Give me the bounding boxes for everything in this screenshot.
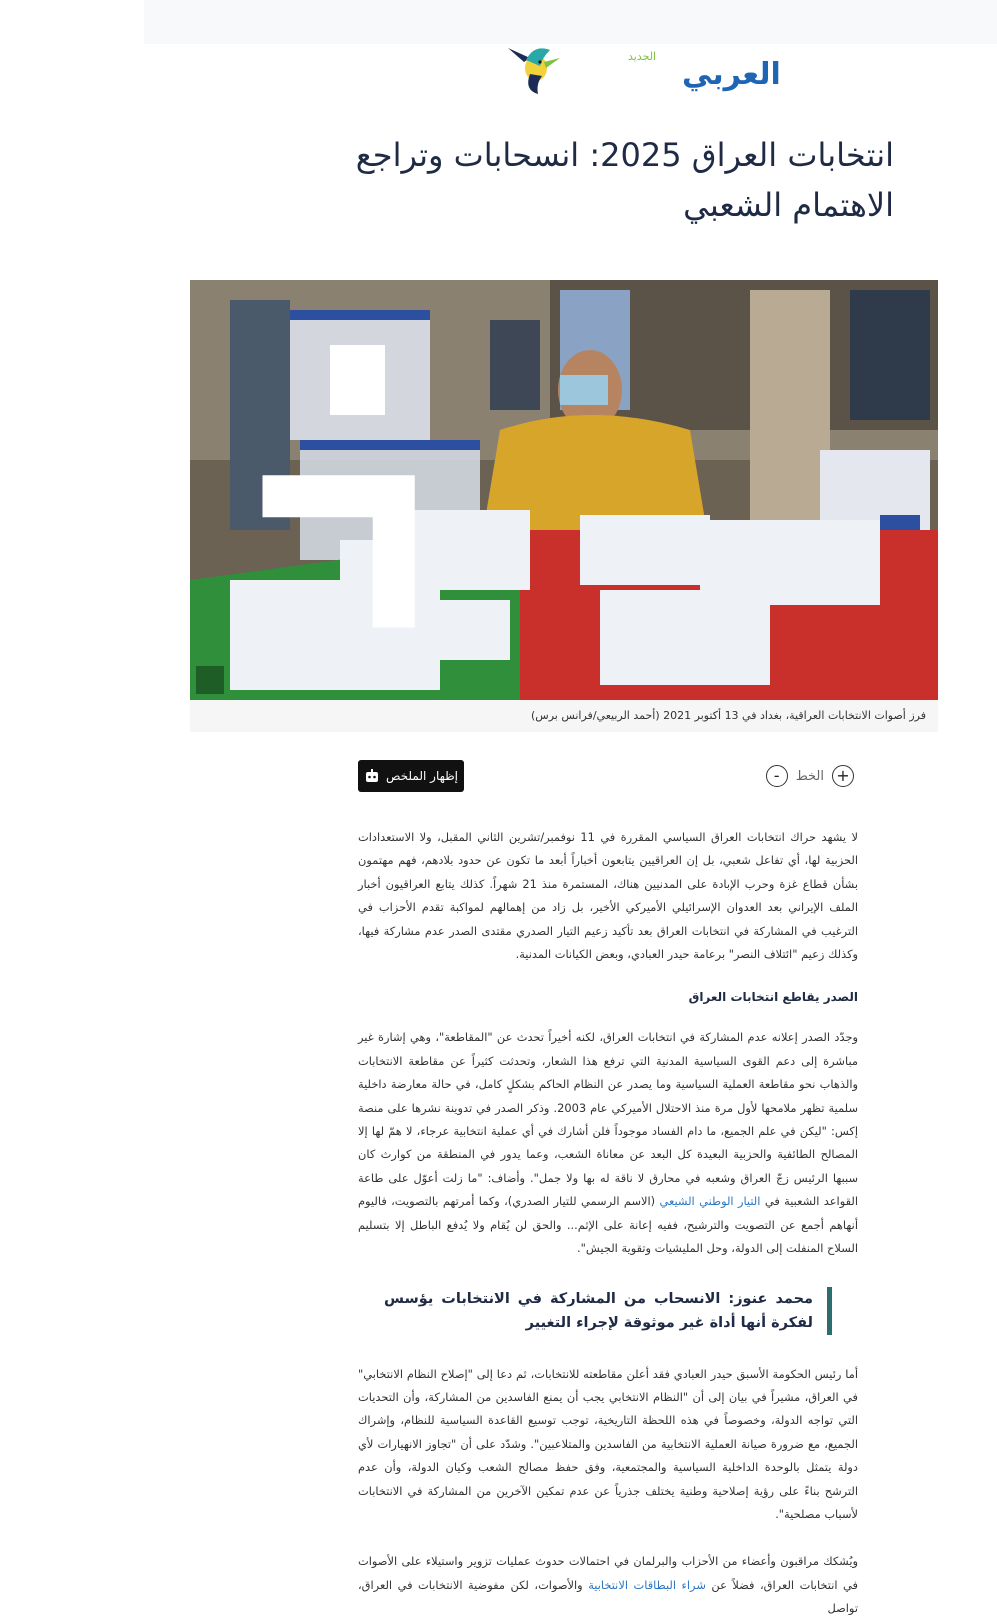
paragraph-4 xyxy=(358,1550,858,1620)
section-subhead: الصدر يقاطع انتخابات العراق xyxy=(688,990,858,1005)
expand-image-button[interactable] xyxy=(196,666,224,694)
site-logo[interactable] xyxy=(504,40,781,96)
paragraph-3: أما رئيس الحكومة الأسبق حيدر العبادي فقد أعلن مقاطعته للانتخابات، ثم دعا إلى "إصلاح النظام الانتخابي" في العراق، مشيراً في بيان إلى أن "النظام الانتخابي يجب أن يمنع الفاسدين من المشاركة، وأن التحديات التي تواجه الدولة، وخصوصاً في هذه اللحظة التاريخية، توجب توسيع القاعدة السياسية للنظام، وإشراك الجميع، مع ضرورة صيانة العملية الانتخابية من الفاسدين والمتلاعبين". وشدّد على أن "تجاوز الانهيارات لأي دولة يتمثل بالوحدة الداخلية السياسية والمجتمعية، وفق حفظ مصالح الشعب وكيان الدولة، وأن عدم الترشح بناءً على رؤية إصلاحية وطنية يختلف جذرياً عن عدم تمكين الآخرين من المشاركة في الانتخابات لأسباب مصلحية". xyxy=(358,1366,858,1521)
article-tools xyxy=(358,760,858,794)
paragraph-2-text-a: وجدّد الصدر إعلانه عدم المشاركة في انتخابات العراق، لكنه أخيراً تحدث عن "المقاطعة"، وهي إشارة غير مباشرة إلى دعم القوى السياسية المدنية التي ترفع هذا الشعار، وتحدثت كثيراً عن مقاطعة الانتخابات والذهاب نحو مقاطعة العملية السياسية وما يصدر عن النظام الحاكم بشكلٍ كامل، في حالة معارضة داخلية سلمية تظهر ملامحها لأول مرة منذ الاحتلال الأميركي عام 2003. وذكر الصدر في تدوينة نشرها على منصة إكس: "ليكن في علم الجميع، ما دام الفساد موجوداً فلن أشارك في أي عملية انتخابية عرجاء، لا همّ لها إلا المصالح الطائفية والحزبية البعيدة كل البعد عن معاناة الشعب، وعما يدور في المنطقة من كوارث كان سببها الرئيس زجّ العراق وشعبه في محارق لا ناقة له بها ولا جمل". وأضاف: "ما زلت أعوّل على طاعة القواعد الشعبية في xyxy=(358,1030,858,1209)
article-photo xyxy=(190,280,938,700)
hummingbird-icon xyxy=(504,40,781,96)
font-increase-button[interactable]: + xyxy=(832,765,854,787)
paragraph-1: لا يشهد حراك انتخابات العراق السياسي المقررة في 11 نوفمبر/تشرين الثاني المقبل، ولا الاستعدادات الحزبية لها، أي تفاعل شعبي، بل إن العراقيين يتابعون أخباراً أبعد ما تكون عن حدود بلادهم، فهم مهتمون بشأن قطاع غزة وحرب الإبادة على المدنيين هناك، المستمرة منذ 21 شهراً. كذلك يتابع العراقيون أخبار الملف الإيراني بعد العدوان الإسرائيلي الأميركي الأخير، بل زاد من إهمالهم لمواكبة تقدم الأحزاب في الترغيب في المشاركة في انتخابات العراق بعد تأكيد زعيم التيار الصدري مقتدى الصدر عدم مشاركة فيها، وكذلك زعيم "ائتلاف النصر" برعامة حيدر العبادي، وبعض الكيانات المدنية. xyxy=(358,830,859,962)
paragraph-2-text-b: (الاسم الرسمي للتيار الصدري)، وكما أمرتهم بالتصويت، فاليوم أنهاهم أجمع عن التصويت والترشيح، ففيه إعانة على الإثم... والحق لن يُقام ولا يُدفع الباطل إلا بتسليم السلاح المنفلت إلى الدولة، وحل المليشيات وتقوية الجيش". xyxy=(358,1194,858,1256)
font-decrease-button[interactable]: - xyxy=(766,765,788,787)
article-body xyxy=(358,826,858,1621)
font-label: الخط xyxy=(795,768,824,784)
link-buying-voter-cards[interactable]: شراء البطاقات الانتخابية xyxy=(588,1577,706,1592)
article-figure xyxy=(190,280,938,732)
expand-icon xyxy=(0,470,420,890)
robot-icon xyxy=(364,768,380,784)
svg-text:العربي: العربي xyxy=(682,57,781,92)
paragraph-4-text-b: والأصوات، لكن مفوضية الانتخابات في العراق، تواصل xyxy=(358,1577,858,1616)
svg-text:الجديد: الجديد xyxy=(628,50,657,63)
paragraph-2 xyxy=(358,1026,858,1260)
paragraph-4-text-a: ويُشكك مراقبون وأعضاء من الأحزاب والبرلمان في احتمالات حدوث عمليات تزوير واستيلاء على الأصوات في انتخابات العراق، فضلاً عن xyxy=(358,1554,858,1592)
summary-label: إظهار الملخص xyxy=(385,769,459,783)
link-national-shiite-movement[interactable]: التيار الوطني الشيعي xyxy=(659,1194,761,1209)
font-size-control xyxy=(766,764,854,788)
top-bar xyxy=(144,0,997,44)
show-summary-button[interactable] xyxy=(358,760,464,792)
pull-quote: محمد عنوز: الانسحاب من المشاركة في الانتخابات يؤسس لفكرة أنها أداة غير موثوقة لإجراء التغيير xyxy=(384,1287,832,1335)
article-title: انتخابات العراق 2025: انسحابات وتراجع الاهتمام الشعبي xyxy=(355,136,894,224)
image-caption: فرز أصوات الانتخابات العراقية، بغداد في 13 أكتوبر 2021 (أحمد الربيعي/فرانس برس) xyxy=(190,700,938,732)
